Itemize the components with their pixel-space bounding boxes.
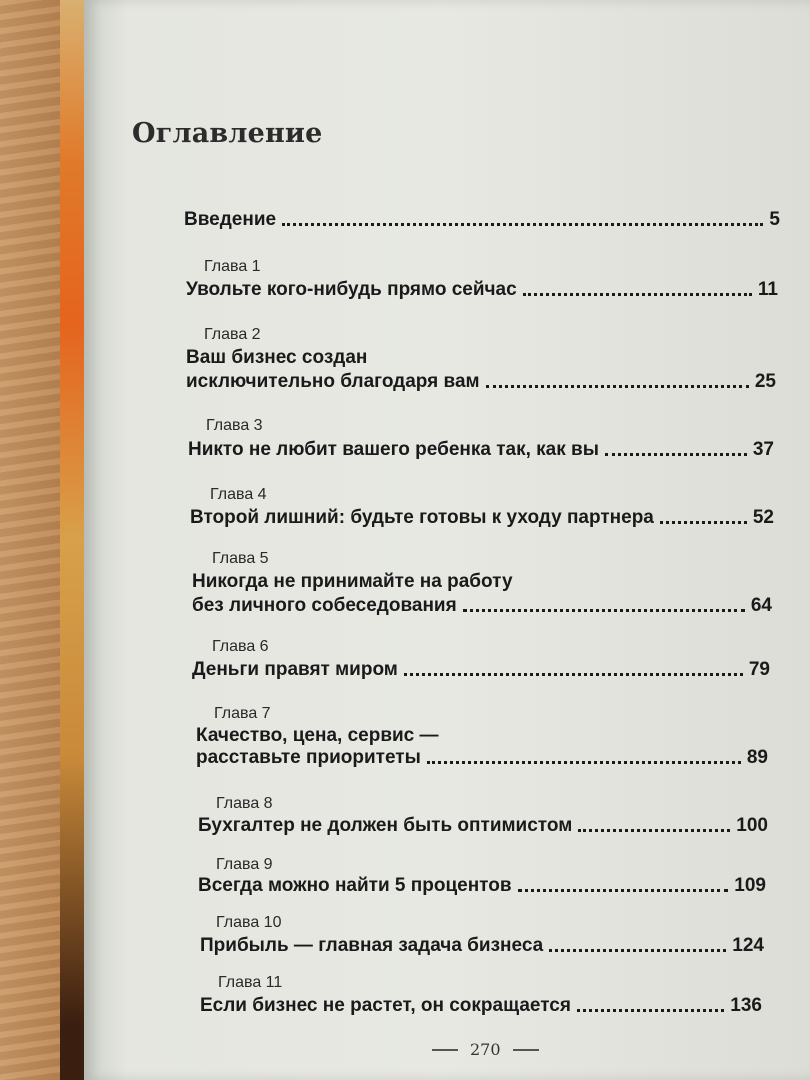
toc-entry-chapter-3	[188, 438, 774, 461]
toc-entry-chapter-9	[198, 874, 766, 897]
entry-title-line1: Никогда не принимайте на работу	[192, 571, 513, 592]
dot-leader	[578, 829, 730, 832]
entry-title: расставьте приоритеты	[196, 747, 421, 768]
chapter-label: Глава 9	[216, 856, 273, 873]
chapter-label: Глава 4	[210, 486, 267, 503]
dot-leader	[463, 609, 745, 612]
book-page	[84, 0, 810, 1080]
entry-title: Деньги правят миром	[192, 659, 398, 680]
entry-title: Второй лишний: будьте готовы к уходу партнера	[190, 507, 654, 528]
toc-entry-chapter-5	[192, 594, 772, 617]
dot-leader	[427, 761, 741, 764]
toc-entry-chapter-6	[192, 658, 770, 681]
chapter-label: Глава 8	[216, 795, 273, 812]
chapter-label: Глава 6	[212, 638, 269, 655]
chapter-label: Глава 3	[206, 417, 263, 434]
toc-entry-chapter-10	[200, 934, 764, 957]
dot-leader	[549, 949, 726, 952]
chapter-label: Глава 2	[204, 326, 261, 343]
toc-entry-chapter-1	[186, 278, 778, 301]
entry-page-number: 100	[736, 815, 768, 836]
chapter-label: Глава 10	[216, 914, 282, 931]
dot-leader	[518, 889, 729, 892]
chapter-label: Глава 1	[204, 258, 261, 275]
dot-leader	[577, 1009, 724, 1012]
entry-page-number: 64	[750, 595, 772, 616]
entry-title: Если бизнес не растет, он сокращается	[200, 995, 571, 1016]
chapter-label: Глава 11	[218, 974, 283, 991]
entry-title-line1: Качество, цена, сервис —	[196, 725, 439, 746]
entry-title: Бухгалтер не должен быть оптимистом	[198, 815, 573, 836]
entry-title: исключительно благодаря вам	[186, 371, 480, 392]
footer-dash-left	[432, 1049, 458, 1051]
entry-title: Введение	[184, 209, 277, 230]
entry-title: Увольте кого-нибудь прямо сейчас	[186, 279, 517, 300]
dot-leader	[486, 385, 749, 388]
footer-dash-right	[513, 1049, 539, 1051]
toc-entry-chapter-11	[200, 994, 762, 1017]
toc-entry-chapter-2	[186, 370, 776, 393]
entry-page-number: 109	[734, 875, 766, 896]
toc-entry-introduction	[184, 208, 780, 231]
entry-page-number: 79	[748, 659, 770, 680]
entry-title: Всегда можно найти 5 процентов	[198, 875, 512, 896]
chapter-label: Глава 7	[214, 705, 271, 722]
entry-page-number: 136	[730, 995, 762, 1016]
toc-entry-chapter-4	[190, 506, 774, 529]
entry-title: Прибыль — главная задача бизнеса	[200, 935, 544, 956]
page-footer	[420, 1040, 551, 1059]
chapter-label: Глава 5	[212, 550, 269, 567]
entry-page-number: 11	[757, 279, 778, 300]
entry-page-number: 124	[732, 935, 764, 956]
dot-leader	[404, 673, 743, 676]
entry-page-number: 25	[754, 371, 776, 392]
dot-leader	[282, 223, 763, 226]
toc-entry-chapter-7	[196, 746, 768, 769]
entry-page-number: 52	[752, 507, 774, 528]
toc-entry-chapter-8	[198, 814, 768, 837]
toc-heading: Оглавление	[132, 118, 323, 149]
entry-page-number: 37	[752, 439, 774, 460]
dot-leader	[660, 521, 747, 524]
entry-title-line1: Ваш бизнес создан	[186, 347, 368, 368]
entry-title: Никто не любит вашего ребенка так, как вы	[188, 439, 599, 460]
dot-leader	[605, 453, 747, 456]
page-number: 270	[470, 1040, 501, 1059]
entry-title: без личного собеседования	[192, 595, 457, 616]
dot-leader	[523, 293, 752, 296]
entry-page-number: 5	[769, 209, 780, 230]
entry-page-number: 89	[746, 747, 768, 768]
